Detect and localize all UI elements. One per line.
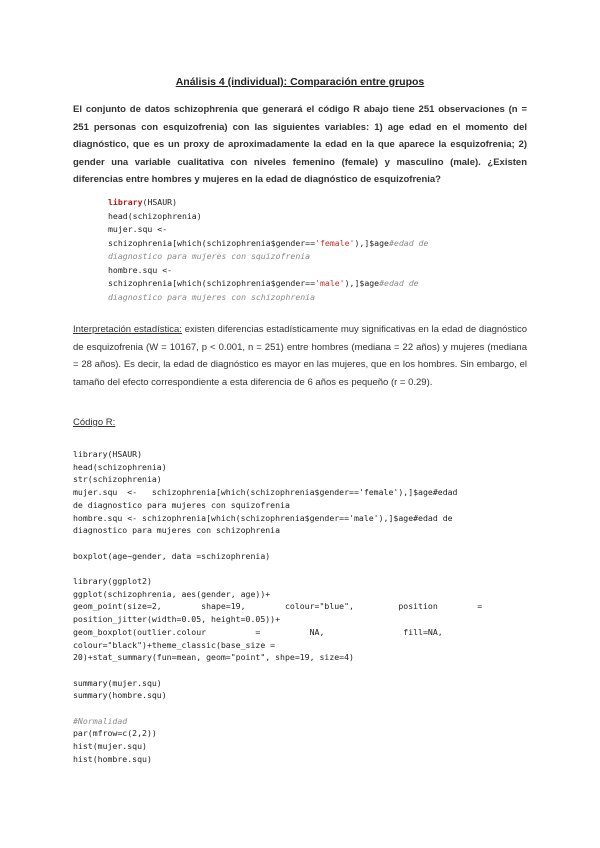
code-line: summary(hombre.squ) [73, 690, 167, 701]
code-line: library(HSAUR) [108, 197, 178, 207]
code-comment: diagnostico para mujeres con squizofrenia [108, 251, 311, 261]
code-line: hist(hombre.squ) [73, 753, 152, 764]
code-line: de diagnostico para mujeres con squizofrenia [73, 499, 290, 510]
code-comment: diagnostico para mujeres con schizophrenia [108, 291, 316, 302]
code-comment: #edad de [388, 237, 429, 248]
code-line: mujer.squ <- [108, 224, 168, 234]
code-line: par(mfrow=c(2,2)) [73, 728, 157, 739]
code-line: colour="black")+theme_classic(base_size = [73, 639, 276, 650]
code-string: 'male' [315, 278, 345, 288]
code-line: boxplot(age~gender, data =schizophrenia) [73, 550, 271, 561]
code-line: hombre.squ <- schizophrenia[which(schizophrenia$gender=='male'),]$age#edad de [73, 512, 453, 523]
code-line: position_jitter(width=0.05, height=0.05))+ [73, 614, 281, 625]
code-string: 'female' [315, 237, 355, 248]
code-blank-line [73, 664, 482, 677]
interpretation-label: Interpretación estadística: [73, 324, 182, 335]
interpretation-text: existen diferencias estadísticamente muy significativas en la edad de diagnóstico de esquizofrenia (W = 10167, p < 0.001, n = 251) entre hombres (mediana = 22 años) y mujeres (mediana = 28 años). Es decir, la edad de diagnóstico es mayor en las mujeres, que en los hombres. Sin embargo, el tamaño del efecto correspondiente a esta diferencia de 6 años es pequeño (r = 0.29). [73, 324, 527, 388]
code-blank-line [73, 537, 482, 550]
code-block-2 [73, 448, 482, 766]
code-keyword: library [108, 197, 143, 207]
code-line: diagnostico para mujeres con schizophrenia [73, 525, 281, 536]
code-blank-line [73, 702, 482, 715]
code-block-1 [108, 196, 428, 304]
page-title: Análisis 4 (individual): Comparación entre grupos [175, 76, 425, 88]
intro-paragraph: El conjunto de datos schizophrenia que generará el código R abajo tiene 251 observaciones (n = 251 personas con esquizofrenia) con las siguientes variables: 1) age edad en el momento del diagnóstico, que es un proxy de aproximadamente la edad en la que aparece la esquizofrenia; 2) gender una variable cualitativa con niveles femenino (female) y masculino (male). ¿Existen diferencias entre hombres y mujeres en la edad de diagnóstico de esquizofrenia? [73, 104, 527, 185]
code-line: mujer.squ <- schizophrenia[which(schizophrenia$gender=='female'),]$age#edad [73, 487, 458, 498]
code-line: hist(mujer.squ) [73, 741, 147, 752]
code-line: summary(mujer.squ) [73, 677, 162, 688]
code-line: head(schizophrenia) [108, 210, 202, 221]
code-line: hombre.squ <- [108, 264, 173, 275]
code-line: str(schizophrenia) [73, 474, 162, 485]
code-line: geom_boxplot(outlier.colour = NA, fill=NA, [73, 626, 443, 637]
code-heading: Código R: [73, 417, 116, 428]
code-comment: #Normalidad [73, 715, 128, 726]
code-line: schizophrenia[which(schizophrenia$gender=='male'),]$age#edad de [108, 278, 419, 288]
code-line: geom_point(size=2, shape=19, colour="blue", position = [73, 601, 483, 612]
code-blank-line [73, 562, 482, 575]
code-line: library(HSAUR) [73, 449, 143, 459]
code-comment: #edad de [379, 278, 419, 288]
code-line: library(ggplot2) [73, 576, 152, 587]
interpretation-paragraph [73, 321, 527, 391]
code-line: head(schizophrenia) [73, 461, 167, 472]
code-line: schizophrenia[which(schizophrenia$gender=='female'),]$age#edad de [108, 237, 429, 248]
code-line: 20)+stat_summary(fun=mean, geom="point", shpe=19, size=4) [73, 652, 354, 663]
code-line: ggplot(schizophrenia, aes(gender, age))+ [73, 588, 271, 599]
